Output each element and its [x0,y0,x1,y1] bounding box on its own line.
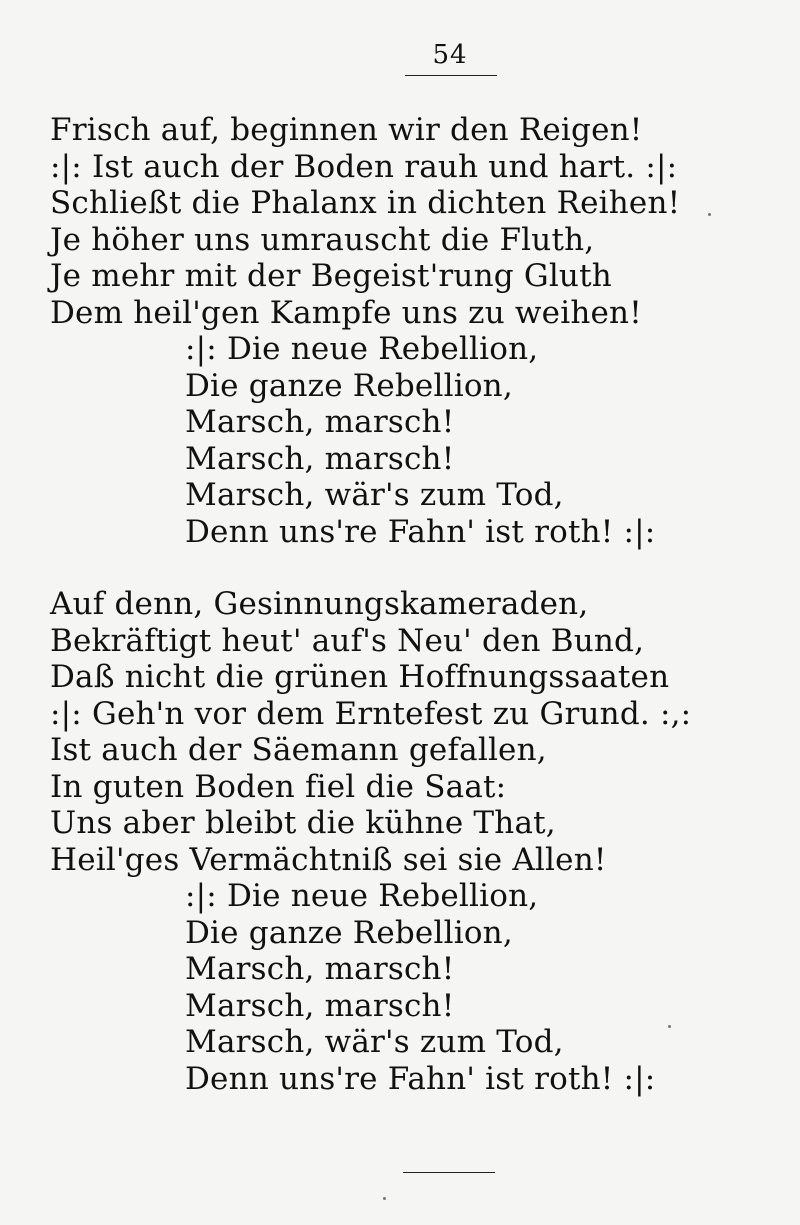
verse-line: Dem heil'gen Kampfe uns zu weihen! [50,294,642,331]
refrain-line: Marsch, marsch! [185,404,455,440]
print-speck [708,213,711,216]
verse-line: :|: Ist auch der Boden rauh und hart. :|: [50,148,678,185]
refrain-line: Marsch, marsch! [185,951,455,987]
verse-line: Auf denn, Gesinnungskameraden, [50,586,589,622]
refrain-line: Die ganze Rebellion, [185,914,513,951]
verse-line: Schließt die Phalanx in dichten Reihen! [50,185,681,221]
refrain-line: :|: Die neue Rebellion, [185,878,539,914]
verse-line: :|: Geh'n vor dem Erntefest zu Grund. :,: [50,695,692,732]
refrain-line: Marsch, marsch! [185,440,455,477]
verse-line: Bekräftigt heut' auf's Neu' den Bund, [50,622,645,659]
verse-line: In guten Boden fiel die Saat: [50,768,507,805]
refrain-line: Marsch, wär's zum Tod, [185,477,564,513]
verse-line: Je mehr mit der Begeist'rung Gluth [50,258,612,294]
verse-line: Frisch auf, beginnen wir den Reigen! [50,112,643,148]
verse-line: Uns aber bleibt die kühne That, [50,805,556,841]
header-rule [405,75,497,76]
verse-line: Je höher uns umrauscht die Fluth, [50,221,595,258]
verse-2 [50,586,770,1097]
footer-rule [403,1172,495,1173]
refrain-line: Denn uns're Fahn' ist roth! :|: [185,513,656,550]
print-speck [383,1197,386,1200]
refrain-line: Denn uns're Fahn' ist roth! :|: [185,1060,656,1097]
refrain-line: :|: Die neue Rebellion, [185,331,539,367]
verse-line: Heil'ges Vermächtniß sei sie Allen! [50,841,607,878]
page-number: 54 [432,40,468,70]
refrain-line: Marsch, marsch! [185,987,455,1024]
verse-1 [50,112,770,550]
print-speck [668,1025,671,1028]
verse-line: Daß nicht die grünen Hoffnungssaaten [50,659,670,695]
verse-line: Ist auch der Säemann gefallen, [50,732,547,768]
refrain-line: Die ganze Rebellion, [185,367,513,404]
refrain-line: Marsch, wär's zum Tod, [185,1024,564,1060]
